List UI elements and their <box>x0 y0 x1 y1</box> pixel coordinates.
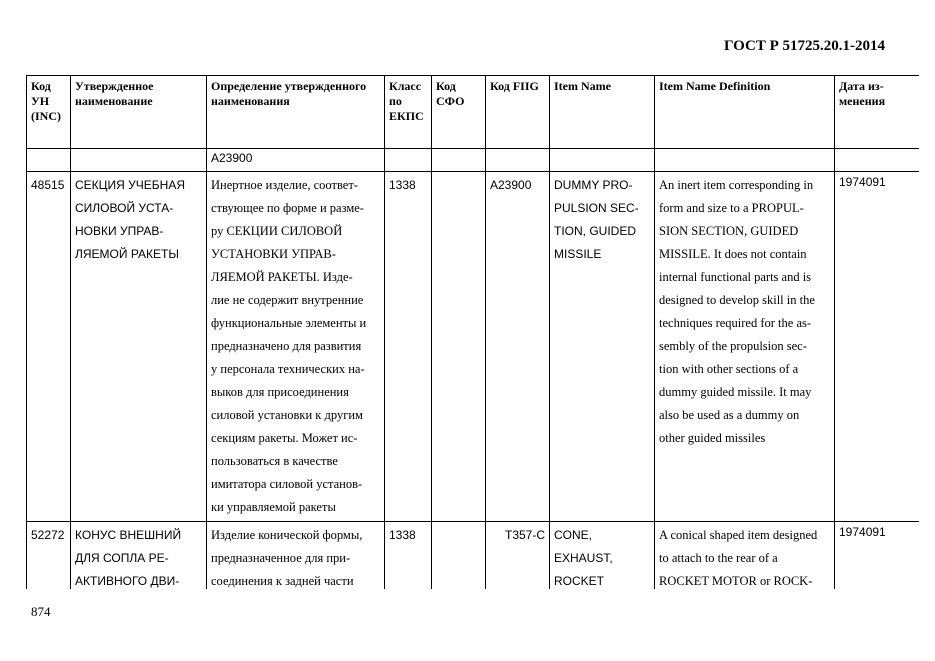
col-header-fiig: Код FIIG <box>486 76 550 149</box>
text-line: предназначено для развития <box>211 339 362 353</box>
cell-empty <box>432 149 486 172</box>
text-line: ру СЕКЦИИ СИЛОВОЙ <box>211 224 343 238</box>
text-line: A conical shaped item designed <box>659 528 818 542</box>
cell-inc: 52272 <box>27 522 71 590</box>
text-line: силовой установки к другим <box>211 408 363 422</box>
text-line: СИЛОВОЙ УСТА- <box>75 201 174 215</box>
text-line: ки управляемой ракеты <box>211 500 336 514</box>
table-row-continuation <box>27 149 920 172</box>
text-line: ДЛЯ СОПЛА РЕ- <box>75 551 169 565</box>
text-line: techniques required for the as- <box>659 316 812 330</box>
cell-empty <box>71 149 207 172</box>
text-line: секциям ракеты. Может ис- <box>211 431 358 445</box>
text-line: ROCKET <box>554 574 605 588</box>
cell-empty <box>835 149 920 172</box>
text-line: internal functional parts and is <box>659 270 812 284</box>
text-line: СЕКЦИЯ УЧЕБНАЯ <box>75 178 185 192</box>
text-line: designed to develop skill in the <box>659 293 815 307</box>
col-header-sfo: Код СФО <box>432 76 486 149</box>
col-header-item-name: Item Name <box>550 76 655 149</box>
cell-item-definition <box>655 172 835 522</box>
text-line: пользоваться в качестве <box>211 454 338 468</box>
cell-item-name <box>550 172 655 522</box>
text-line: у персонала технических на- <box>211 362 365 376</box>
cell-definition <box>207 172 385 522</box>
cell-empty <box>385 149 432 172</box>
cell-sfo <box>432 172 486 522</box>
text-line: sembly of the propulsion sec- <box>659 339 807 353</box>
text-line: EXHAUST, <box>554 551 613 565</box>
text-line: tion with other sections of a <box>659 362 799 376</box>
cell-class: 1338 <box>385 172 432 522</box>
text-line: функциональные элементы и <box>211 316 367 330</box>
cell-empty <box>27 149 71 172</box>
table-row <box>27 522 920 590</box>
cell-fiig: T357-C <box>486 522 550 590</box>
text-line: DUMMY PRO- <box>554 178 633 192</box>
text-line: MISSILE. It does not contain <box>659 247 807 261</box>
col-header-class: Класс по ЕКПС <box>385 76 432 149</box>
text-line: TION, GUIDED <box>554 224 637 238</box>
text-line: УСТАНОВКИ УПРАВ- <box>211 247 336 261</box>
page-number: 874 <box>31 604 51 619</box>
text-line: выков для присоединения <box>211 385 349 399</box>
col-header-item-definition: Item Name Definition <box>655 76 835 149</box>
text-line: MISSILE <box>554 247 602 261</box>
cell-approved-name <box>71 522 207 590</box>
text-line: SION SECTION, GUIDED <box>659 224 799 238</box>
text-line: имитатора силовой установ- <box>211 477 363 491</box>
text-line: предназначенное для при- <box>211 551 351 565</box>
cell-inc: 48515 <box>27 172 71 522</box>
cell-class: 1338 <box>385 522 432 590</box>
text-line: dummy guided missile. It may <box>659 385 812 399</box>
cell-change-date: 1974091 <box>835 522 920 590</box>
text-line: лие не содержит внутренние <box>211 293 364 307</box>
cell-definition <box>207 522 385 590</box>
cell-sfo <box>432 522 486 590</box>
text-line: also be used as a dummy on <box>659 408 800 422</box>
text-line: other guided missiles <box>659 431 766 445</box>
cell-item-name <box>550 522 655 590</box>
text-line: An inert item corresponding in <box>659 178 814 192</box>
cell-definition-continuation: A23900 <box>207 149 385 172</box>
cell-item-definition <box>655 522 835 590</box>
text-line: to attach to the rear of a <box>659 551 778 565</box>
col-header-inc: Код УН (INC) <box>27 76 71 149</box>
table-row <box>27 172 920 522</box>
text-line: Изделие конической формы, <box>211 528 363 542</box>
text-line: ствующее по форме и разме- <box>211 201 364 215</box>
cell-empty <box>486 149 550 172</box>
cell-empty <box>550 149 655 172</box>
text-line: КОНУС ВНЕШНИЙ <box>75 528 182 542</box>
text-line: АКТИВНОГО ДВИ- <box>75 574 180 588</box>
document-code: ГОСТ Р 51725.20.1-2014 <box>724 38 886 54</box>
cell-fiig: A23900 <box>486 172 550 522</box>
catalog-table <box>26 75 919 589</box>
table-header-row <box>27 76 920 149</box>
text-line: ЛЯЕМОЙ РАКЕТЫ <box>75 247 179 261</box>
col-header-change-date: Дата из-менения <box>835 76 920 149</box>
text-line: ЛЯЕМОЙ РАКЕТЫ. Изде- <box>211 270 353 284</box>
text-line: CONE, <box>554 528 593 542</box>
col-header-definition: Определение утвержденного наименования <box>207 76 385 149</box>
text-line: form and size to a PROPUL- <box>659 201 804 215</box>
col-header-approved-name: Утвержденное наименование <box>71 76 207 149</box>
text-line: НОВКИ УПРАВ- <box>75 224 164 238</box>
text-line: соединения к задней части <box>211 574 354 588</box>
text-line: PULSION SEC- <box>554 201 639 215</box>
text-line: ROCKET MOTOR or ROCK- <box>659 574 813 588</box>
text-line: Инертное изделие, соответ- <box>211 178 358 192</box>
cell-change-date: 1974091 <box>835 172 920 522</box>
cell-empty <box>655 149 835 172</box>
cell-approved-name <box>71 172 207 522</box>
